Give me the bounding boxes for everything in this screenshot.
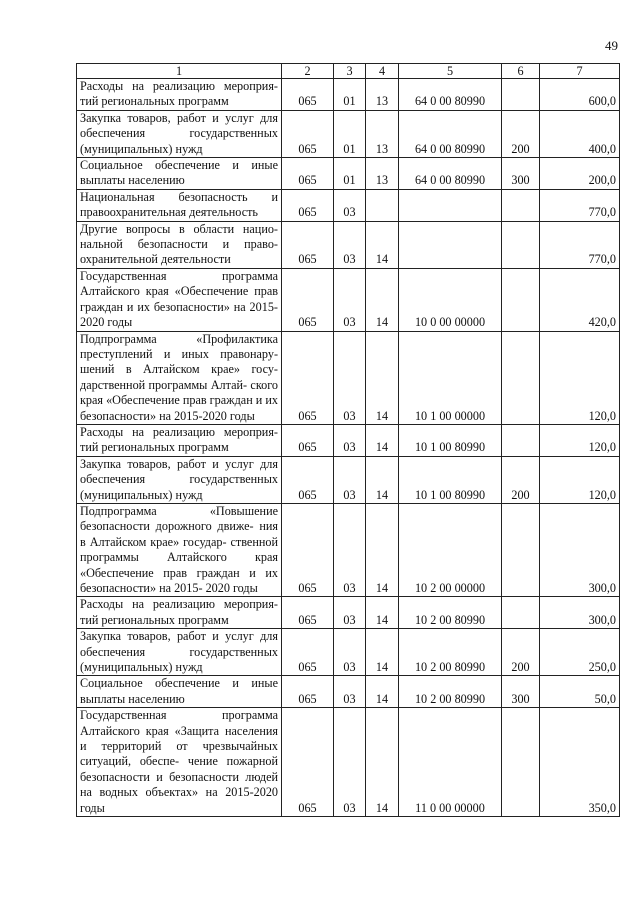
ministry-code: 065 bbox=[282, 708, 334, 817]
description-line: Подпрограмма «Профилактика bbox=[80, 331, 278, 346]
page-number: 49 bbox=[605, 38, 618, 53]
ministry-code: 065 bbox=[282, 221, 334, 268]
description-line: дарственной программы Алтай- bbox=[80, 377, 248, 392]
target-article-code: 64 0 00 80990 bbox=[399, 79, 502, 111]
expense-type-code bbox=[502, 503, 540, 596]
description-line: ственной программы Алтайского bbox=[80, 534, 278, 565]
target-article-code: 10 2 00 00000 bbox=[399, 503, 502, 596]
table-row bbox=[77, 110, 620, 157]
column-header: 1 bbox=[77, 64, 282, 79]
section-code: 03 bbox=[334, 676, 366, 708]
expense-type-code bbox=[502, 424, 540, 456]
target-article-code: 64 0 00 80990 bbox=[399, 158, 502, 190]
target-article-code: 10 1 00 00000 bbox=[399, 331, 502, 424]
description-line: тий региональных программ bbox=[80, 440, 229, 455]
subsection-code: 13 bbox=[366, 110, 399, 157]
expense-type-code bbox=[502, 597, 540, 629]
description-line: Закупка товаров, работ и услуг для bbox=[80, 629, 278, 644]
item-description bbox=[77, 110, 282, 157]
table-row bbox=[77, 456, 620, 503]
subsection-code: 13 bbox=[366, 79, 399, 111]
column-header: 6 bbox=[502, 64, 540, 79]
description-line: выплаты населению bbox=[80, 691, 185, 706]
target-article-code bbox=[399, 189, 502, 221]
expense-type-code bbox=[502, 708, 540, 817]
description-line: края «Обеспечение прав граждан bbox=[80, 550, 278, 580]
section-code: 03 bbox=[334, 331, 366, 424]
section-code: 01 bbox=[334, 158, 366, 190]
target-article-code: 10 2 00 80990 bbox=[399, 629, 502, 676]
ministry-code: 065 bbox=[282, 503, 334, 596]
amount: 120,0 bbox=[540, 331, 620, 424]
expense-type-code: 300 bbox=[502, 158, 540, 190]
description-line: нальной безопасности и право- bbox=[80, 237, 278, 252]
table-row bbox=[77, 268, 620, 331]
description-line: чение пожарной безопасности и bbox=[80, 754, 278, 784]
subsection-code: 14 bbox=[366, 629, 399, 676]
subsection-code: 14 bbox=[366, 708, 399, 817]
description-line: выплаты населению bbox=[80, 173, 185, 188]
item-description bbox=[77, 79, 282, 111]
description-line: обеспечения государственных bbox=[80, 644, 278, 659]
amount: 120,0 bbox=[540, 424, 620, 456]
description-line: безопасности дорожного движе- bbox=[80, 519, 254, 534]
subsection-code: 14 bbox=[366, 597, 399, 629]
amount: 770,0 bbox=[540, 221, 620, 268]
target-article-code: 64 0 00 80990 bbox=[399, 110, 502, 157]
column-header: 2 bbox=[282, 64, 334, 79]
description-line: Расходы на реализацию мероприя- bbox=[80, 79, 278, 93]
description-line: Расходы на реализацию мероприя- bbox=[80, 597, 278, 612]
header-row bbox=[77, 64, 620, 79]
column-header: 3 bbox=[334, 64, 366, 79]
amount: 200,0 bbox=[540, 158, 620, 190]
description-line: Алтайского края «Защита bbox=[80, 723, 220, 738]
section-code: 03 bbox=[334, 708, 366, 817]
ministry-code: 065 bbox=[282, 268, 334, 331]
target-article-code: 11 0 00 00000 bbox=[399, 708, 502, 817]
column-header: 5 bbox=[399, 64, 502, 79]
table-row bbox=[77, 79, 620, 111]
description-line: населения и территорий от bbox=[80, 723, 278, 754]
ministry-code: 065 bbox=[282, 424, 334, 456]
description-line: Социальное обеспечение и иные bbox=[80, 158, 278, 173]
description-line: тий региональных программ bbox=[80, 94, 229, 109]
subsection-code: 14 bbox=[366, 503, 399, 596]
table-body bbox=[77, 79, 620, 817]
description-line: обеспечения государственных bbox=[80, 472, 278, 487]
expense-type-code bbox=[502, 79, 540, 111]
description-line: Закупка товаров, работ и услуг для bbox=[80, 456, 278, 471]
subsection-code: 13 bbox=[366, 158, 399, 190]
subsection-code: 14 bbox=[366, 676, 399, 708]
table-row bbox=[77, 629, 620, 676]
ministry-code: 065 bbox=[282, 110, 334, 157]
description-line: Другие вопросы в области нацио- bbox=[80, 221, 278, 236]
expense-type-code bbox=[502, 268, 540, 331]
amount: 50,0 bbox=[540, 676, 620, 708]
section-code: 03 bbox=[334, 268, 366, 331]
description-line: Расходы на реализацию мероприя- bbox=[80, 424, 278, 439]
subsection-code: 14 bbox=[366, 221, 399, 268]
expense-type-code bbox=[502, 331, 540, 424]
subsection-code bbox=[366, 189, 399, 221]
description-line: Государственная программа bbox=[80, 708, 278, 723]
ministry-code: 065 bbox=[282, 456, 334, 503]
description-line: правоохранительная деятельность bbox=[80, 205, 258, 220]
item-description bbox=[77, 158, 282, 190]
ministry-code: 065 bbox=[282, 189, 334, 221]
description-line: Подпрограмма «Повышение bbox=[80, 503, 278, 518]
expense-type-code: 200 bbox=[502, 629, 540, 676]
table-row bbox=[77, 708, 620, 817]
description-line: охранительной деятельности bbox=[80, 252, 231, 267]
section-code: 03 bbox=[334, 503, 366, 596]
item-description bbox=[77, 597, 282, 629]
amount: 120,0 bbox=[540, 456, 620, 503]
item-description bbox=[77, 189, 282, 221]
table-row bbox=[77, 189, 620, 221]
description-line: Алтайского края «Обеспечение bbox=[80, 284, 249, 299]
target-article-code: 10 1 00 80990 bbox=[399, 456, 502, 503]
table-row bbox=[77, 597, 620, 629]
ministry-code: 065 bbox=[282, 79, 334, 111]
subsection-code: 14 bbox=[366, 456, 399, 503]
budget-table bbox=[76, 63, 620, 817]
item-description bbox=[77, 629, 282, 676]
target-article-code: 10 0 00 00000 bbox=[399, 268, 502, 331]
item-description bbox=[77, 503, 282, 596]
amount: 600,0 bbox=[540, 79, 620, 111]
description-line: преступлений и иных правонару- bbox=[80, 346, 278, 361]
item-description bbox=[77, 424, 282, 456]
column-header: 4 bbox=[366, 64, 399, 79]
table-row bbox=[77, 221, 620, 268]
section-code: 01 bbox=[334, 79, 366, 111]
description-line: 2020 годы bbox=[205, 581, 258, 595]
description-line: прав граждан и их безопасности» bbox=[80, 284, 278, 314]
description-line: объектах» на 2015-2020 годы bbox=[80, 785, 279, 815]
amount: 420,0 bbox=[540, 268, 620, 331]
amount: 350,0 bbox=[540, 708, 620, 817]
expense-type-code bbox=[502, 221, 540, 268]
table-row bbox=[77, 676, 620, 708]
ministry-code: 065 bbox=[282, 629, 334, 676]
amount: 770,0 bbox=[540, 189, 620, 221]
description-line: Закупка товаров, работ и услуг для bbox=[80, 110, 278, 125]
amount: 300,0 bbox=[540, 503, 620, 596]
description-line: (муниципальных) нужд bbox=[80, 660, 203, 675]
description-line: шений в Алтайском крае» госу- bbox=[80, 362, 278, 377]
item-description bbox=[77, 221, 282, 268]
subsection-code: 14 bbox=[366, 424, 399, 456]
table-row bbox=[77, 331, 620, 424]
description-line: на 2015-2020 годы bbox=[80, 299, 278, 330]
item-description bbox=[77, 268, 282, 331]
amount: 400,0 bbox=[540, 110, 620, 157]
subsection-code: 14 bbox=[366, 331, 399, 424]
section-code: 03 bbox=[334, 189, 366, 221]
section-code: 03 bbox=[334, 629, 366, 676]
table-row bbox=[77, 503, 620, 596]
description-line: Государственная программа bbox=[80, 268, 278, 283]
ministry-code: 065 bbox=[282, 331, 334, 424]
target-article-code bbox=[399, 221, 502, 268]
description-line: и их безопасности» на 2015- bbox=[80, 565, 279, 595]
section-code: 03 bbox=[334, 597, 366, 629]
item-description bbox=[77, 456, 282, 503]
expense-type-code bbox=[502, 189, 540, 221]
description-line: обеспечения государственных bbox=[80, 126, 278, 141]
column-header: 7 bbox=[540, 64, 620, 79]
amount: 250,0 bbox=[540, 629, 620, 676]
section-code: 03 bbox=[334, 221, 366, 268]
description-line: граждан и их безопасности» на bbox=[80, 393, 278, 423]
description-line: тий региональных программ bbox=[80, 612, 229, 627]
ministry-code: 065 bbox=[282, 158, 334, 190]
subsection-code: 14 bbox=[366, 268, 399, 331]
amount: 300,0 bbox=[540, 597, 620, 629]
expense-type-code: 200 bbox=[502, 110, 540, 157]
item-description bbox=[77, 708, 282, 817]
description-line: безопасности людей на водных bbox=[80, 769, 279, 800]
description-line: 2015-2020 годы bbox=[174, 408, 255, 423]
section-code: 03 bbox=[334, 424, 366, 456]
section-code: 01 bbox=[334, 110, 366, 157]
description-line: ского края «Обеспечение прав bbox=[80, 377, 278, 408]
target-article-code: 10 1 00 80990 bbox=[399, 424, 502, 456]
target-article-code: 10 2 00 80990 bbox=[399, 597, 502, 629]
expense-type-code: 200 bbox=[502, 456, 540, 503]
item-description bbox=[77, 331, 282, 424]
ministry-code: 065 bbox=[282, 676, 334, 708]
description-line: Национальная безопасность и bbox=[80, 189, 278, 204]
description-line: ния в Алтайском крае» государ- bbox=[80, 519, 279, 549]
ministry-code: 065 bbox=[282, 597, 334, 629]
description-line: (муниципальных) нужд bbox=[80, 141, 203, 156]
item-description bbox=[77, 676, 282, 708]
target-article-code: 10 2 00 80990 bbox=[399, 676, 502, 708]
section-code: 03 bbox=[334, 456, 366, 503]
table-row bbox=[77, 424, 620, 456]
table-row bbox=[77, 158, 620, 190]
description-line: чрезвычайных ситуаций, обеспе- bbox=[80, 739, 279, 769]
description-line: (муниципальных) нужд bbox=[80, 487, 203, 502]
description-line: Социальное обеспечение и иные bbox=[80, 676, 278, 691]
expense-type-code: 300 bbox=[502, 676, 540, 708]
